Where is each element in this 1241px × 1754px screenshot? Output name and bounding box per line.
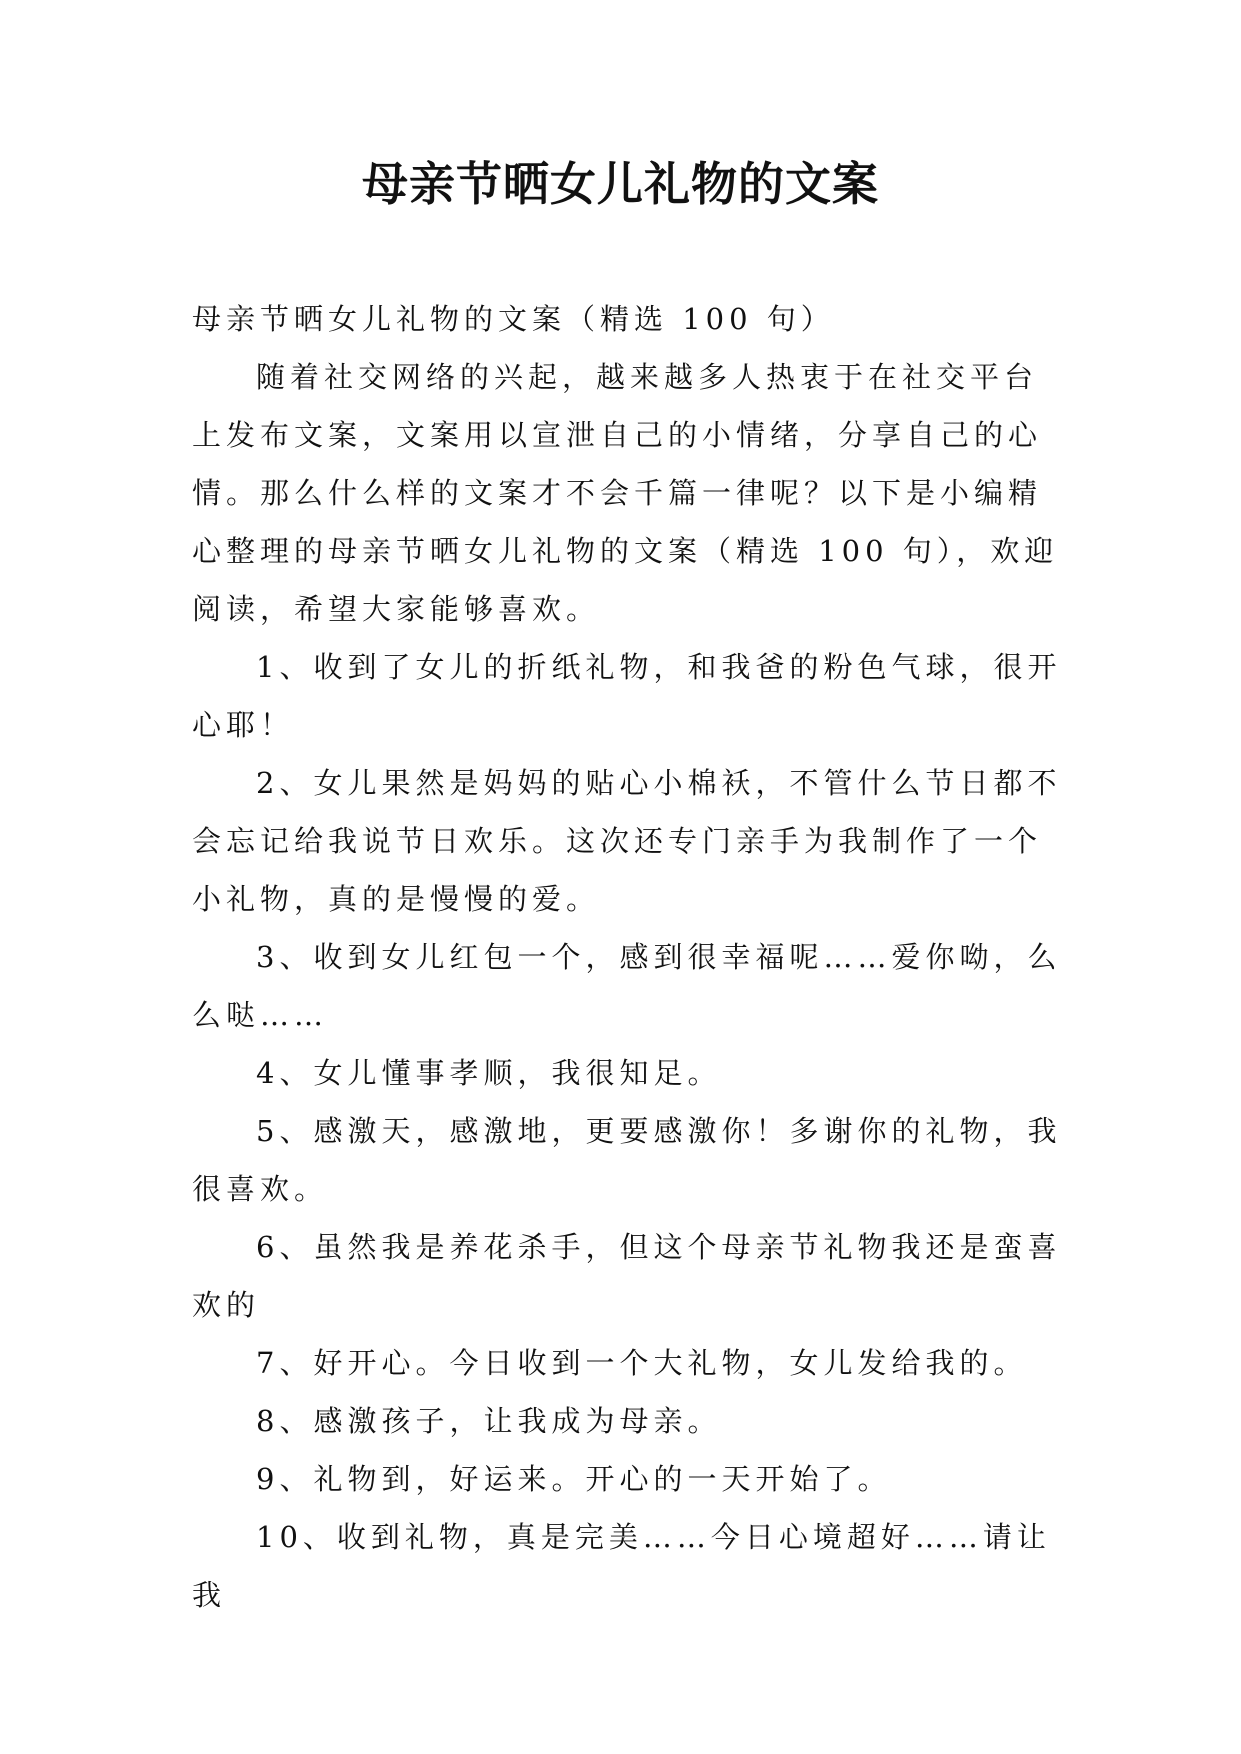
list-item: 6、虽然我是养花杀手，但这个母亲节礼物我还是蛮喜欢的 (192, 1230, 1062, 1322)
list-item: 7、好开心。今日收到一个大礼物，女儿发给我的。 (256, 1346, 1028, 1380)
intro-paragraph: 随着社交网络的兴起，越来越多人热衷于在社交平台上发布文案，文案用以宣泄自己的小情绪，分享自己的心情。那么什么样的文案才不会千篇一律呢？以下是小编精心整理的母亲节晒女儿礼物的文案（精选 100 句），欢迎阅读，希望大家能够喜欢。 (192, 360, 1059, 626)
document-body (192, 290, 1068, 1624)
list-item: 3、收到女儿红包一个，感到很幸福呢……爱你呦，么么哒…… (192, 940, 1062, 1032)
document-title: 母亲节晒女儿礼物的文案 (362, 157, 879, 211)
list-item: 2、女儿果然是妈妈的贴心小棉袄，不管什么节日都不会忘记给我说节日欢乐。这次还专门亲手为我制作了一个小礼物，真的是慢慢的爱。 (192, 766, 1062, 916)
list-item: 8、感激孩子，让我成为母亲。 (256, 1404, 722, 1438)
list-item: 1、收到了女儿的折纸礼物，和我爸的粉色气球，很开心耶！ (192, 650, 1062, 742)
list-item: 9、礼物到，好运来。开心的一天开始了。 (256, 1462, 892, 1496)
list-item: 10、收到礼物，真是完美……今日心境超好……请让我 (192, 1520, 1051, 1612)
list-item: 4、女儿懂事孝顺，我很知足。 (256, 1056, 722, 1090)
document-subtitle: 母亲节晒女儿礼物的文案（精选 100 句） (192, 302, 835, 336)
list-item: 5、感激天，感激地，更要感激你！多谢你的礼物，我很喜欢。 (192, 1114, 1062, 1206)
